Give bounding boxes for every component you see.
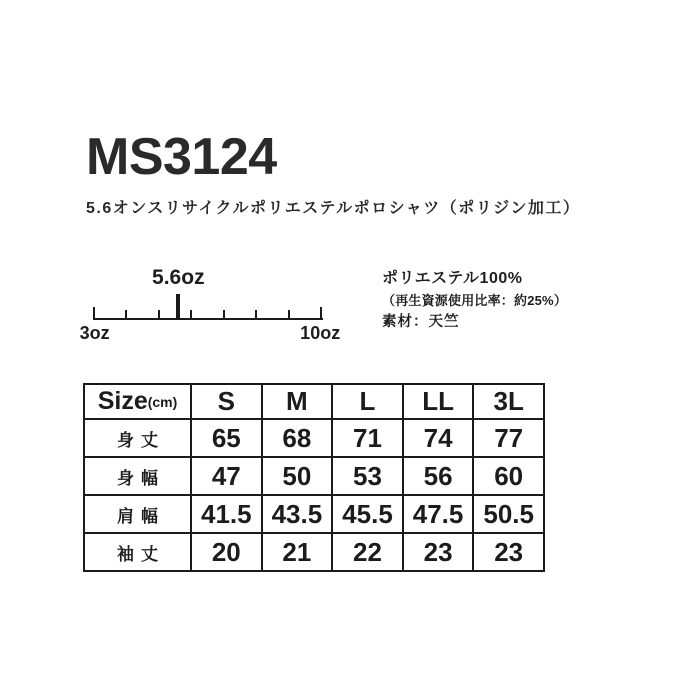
size-column-3l: 3L: [473, 384, 544, 419]
cell-value: 68: [262, 419, 333, 457]
row-label-body-length: 身丈: [84, 419, 191, 457]
size-column-l: L: [332, 384, 403, 419]
gauge-tick: [255, 310, 257, 320]
cell-value: 77: [473, 419, 544, 457]
cell-value: 50: [262, 457, 333, 495]
table-row-shoulder-width: [84, 495, 544, 533]
gauge-tick: [223, 310, 225, 320]
row-label-shoulder-width: 肩幅: [84, 495, 191, 533]
cell-value: 43.5: [262, 495, 333, 533]
gauge-tick: [320, 307, 322, 320]
size-table-header-row: [84, 384, 544, 419]
gauge-min-label: 3oz: [79, 323, 110, 343]
cell-value: 47.5: [403, 495, 474, 533]
cell-value: 23: [403, 533, 474, 571]
gauge-ticks: [94, 266, 321, 320]
gauge-tick: [190, 310, 192, 320]
size-column-s: S: [191, 384, 262, 419]
cell-value: 47: [191, 457, 262, 495]
size-unit-label: (cm): [147, 394, 178, 410]
gauge-value-tick: [176, 294, 180, 320]
material-recycled-note: （再生資源使用比率：約25%）: [382, 293, 568, 308]
cell-value: 45.5: [332, 495, 403, 533]
product-code-title: MS3124: [86, 128, 277, 186]
table-row-body-length: [84, 419, 544, 457]
fabric-weight-gauge: [79, 266, 341, 343]
size-header-cell: [84, 384, 191, 419]
table-row-sleeve-length: [84, 533, 544, 571]
cell-value: 22: [332, 533, 403, 571]
size-column-m: M: [262, 384, 333, 419]
material-info: [382, 267, 567, 333]
cell-value: 65: [191, 419, 262, 457]
material-fabric: 素材：天竺: [382, 314, 460, 330]
gauge-value-label: 5.6oz: [152, 266, 205, 289]
size-column-ll: LL: [403, 384, 474, 419]
table-row-body-width: [84, 457, 544, 495]
cell-value: 23: [473, 533, 544, 571]
size-label: Size: [97, 387, 148, 415]
gauge-max-label: 10oz: [300, 323, 341, 343]
cell-value: 50.5: [473, 495, 544, 533]
gauge-tick: [288, 310, 290, 320]
cell-value: 60: [473, 457, 544, 495]
row-label-sleeve-length: 袖丈: [84, 533, 191, 571]
material-composition: ポリエステル100%: [382, 270, 523, 287]
cell-value: 74: [403, 419, 474, 457]
gauge-tick: [93, 307, 95, 320]
gauge-tick: [158, 310, 160, 320]
cell-value: 20: [191, 533, 262, 571]
cell-value: 71: [332, 419, 403, 457]
cell-value: 41.5: [191, 495, 262, 533]
cell-value: 21: [262, 533, 333, 571]
product-name: 5.6オンスリサイクルポリエステルポロシャツ（ポリジン加工）: [86, 200, 581, 217]
gauge-tick: [125, 310, 127, 320]
cell-value: 56: [403, 457, 474, 495]
size-table: [83, 383, 545, 572]
cell-value: 53: [332, 457, 403, 495]
row-label-body-width: 身幅: [84, 457, 191, 495]
